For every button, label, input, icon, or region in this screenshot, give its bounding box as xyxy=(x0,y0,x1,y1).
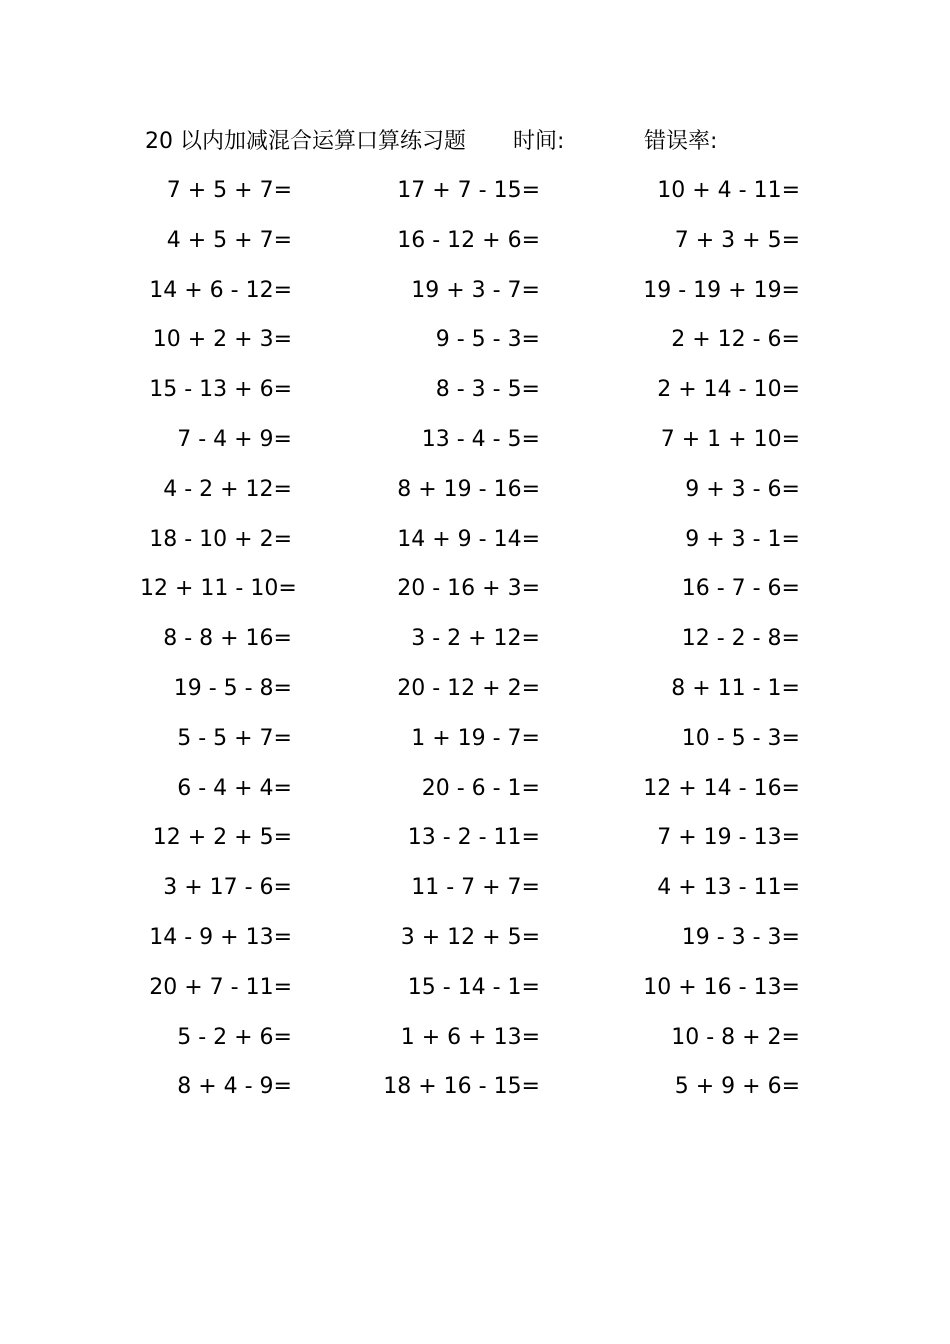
arithmetic-problem: 5 - 5 + 7= xyxy=(177,725,292,751)
arithmetic-problem: 7 + 3 + 5= xyxy=(674,227,800,253)
arithmetic-problem: 5 - 2 + 6= xyxy=(177,1024,292,1050)
arithmetic-problem: 4 + 5 + 7= xyxy=(166,227,292,253)
error-rate-label: 错误率: xyxy=(644,129,718,154)
arithmetic-problem: 7 - 4 + 9= xyxy=(177,426,292,452)
arithmetic-problem: 13 - 4 - 5= xyxy=(421,426,540,452)
arithmetic-problem: 9 - 5 - 3= xyxy=(435,327,540,353)
arithmetic-problem: 15 - 13 + 6= xyxy=(149,377,292,403)
arithmetic-problem: 4 - 2 + 12= xyxy=(163,476,292,502)
arithmetic-problem: 19 - 19 + 19= xyxy=(643,277,800,303)
arithmetic-problem: 10 + 2 + 3= xyxy=(152,327,292,353)
arithmetic-problem: 19 - 3 - 3= xyxy=(681,924,800,950)
arithmetic-problem: 20 - 6 - 1= xyxy=(421,775,540,801)
arithmetic-problem: 16 - 7 - 6= xyxy=(681,576,800,602)
arithmetic-problem: 13 - 2 - 11= xyxy=(407,825,540,851)
arithmetic-problem: 16 - 12 + 6= xyxy=(397,227,540,253)
arithmetic-problem: 12 + 11 - 10= xyxy=(140,576,297,602)
arithmetic-problem: 7 + 19 - 13= xyxy=(657,825,800,851)
arithmetic-problem: 14 + 9 - 14= xyxy=(397,526,540,552)
arithmetic-problem: 2 + 12 - 6= xyxy=(671,327,800,353)
arithmetic-problem: 3 + 17 - 6= xyxy=(163,875,292,901)
arithmetic-problem: 15 - 14 - 1= xyxy=(407,974,540,1000)
arithmetic-problem: 7 + 5 + 7= xyxy=(166,178,292,203)
arithmetic-problem: 19 - 5 - 8= xyxy=(173,675,292,701)
arithmetic-problem: 18 + 16 - 15= xyxy=(383,1074,540,1100)
arithmetic-problem: 5 + 9 + 6= xyxy=(674,1074,800,1100)
arithmetic-problem: 20 - 16 + 3= xyxy=(397,576,540,602)
arithmetic-problem: 19 + 3 - 7= xyxy=(411,277,540,303)
arithmetic-problem: 7 + 1 + 10= xyxy=(660,426,800,452)
arithmetic-problem: 10 - 5 - 3= xyxy=(681,725,800,751)
arithmetic-problem: 17 + 7 - 15= xyxy=(397,178,540,203)
arithmetic-problem: 4 + 13 - 11= xyxy=(657,875,800,901)
arithmetic-problem: 11 - 7 + 7= xyxy=(411,875,540,901)
arithmetic-problem: 18 - 10 + 2= xyxy=(149,526,292,552)
arithmetic-problem: 12 - 2 - 8= xyxy=(681,626,800,652)
arithmetic-problem: 12 + 2 + 5= xyxy=(152,825,292,851)
time-label: 时间: xyxy=(513,129,565,154)
arithmetic-problem: 3 + 12 + 5= xyxy=(400,924,540,950)
arithmetic-problem: 20 + 7 - 11= xyxy=(149,974,292,1000)
arithmetic-problem: 8 + 4 - 9= xyxy=(177,1074,292,1100)
arithmetic-problem: 1 + 6 + 13= xyxy=(400,1024,540,1050)
arithmetic-problem: 12 + 14 - 16= xyxy=(643,775,800,801)
worksheet-header xyxy=(145,124,845,160)
arithmetic-problem: 10 + 4 - 11= xyxy=(657,178,800,203)
arithmetic-problem: 1 + 19 - 7= xyxy=(411,725,540,751)
arithmetic-problem: 2 + 14 - 10= xyxy=(657,377,800,403)
problem-grid xyxy=(140,172,800,1118)
arithmetic-problem: 9 + 3 - 1= xyxy=(685,526,800,552)
arithmetic-problem: 6 - 4 + 4= xyxy=(177,775,292,801)
arithmetic-problem: 14 + 6 - 12= xyxy=(149,277,292,303)
arithmetic-problem: 14 - 9 + 13= xyxy=(149,924,292,950)
worksheet-title: 20 以内加减混合运算口算练习题 xyxy=(145,129,466,154)
arithmetic-problem: 3 - 2 + 12= xyxy=(411,626,540,652)
arithmetic-problem: 20 - 12 + 2= xyxy=(397,675,540,701)
arithmetic-problem: 8 + 11 - 1= xyxy=(671,675,800,701)
arithmetic-problem: 10 + 16 - 13= xyxy=(643,974,800,1000)
arithmetic-problem: 10 - 8 + 2= xyxy=(671,1024,800,1050)
arithmetic-problem: 8 - 3 - 5= xyxy=(435,377,540,403)
arithmetic-problem: 9 + 3 - 6= xyxy=(685,476,800,502)
arithmetic-problem: 8 - 8 + 16= xyxy=(163,626,292,652)
arithmetic-problem: 8 + 19 - 16= xyxy=(397,476,540,502)
